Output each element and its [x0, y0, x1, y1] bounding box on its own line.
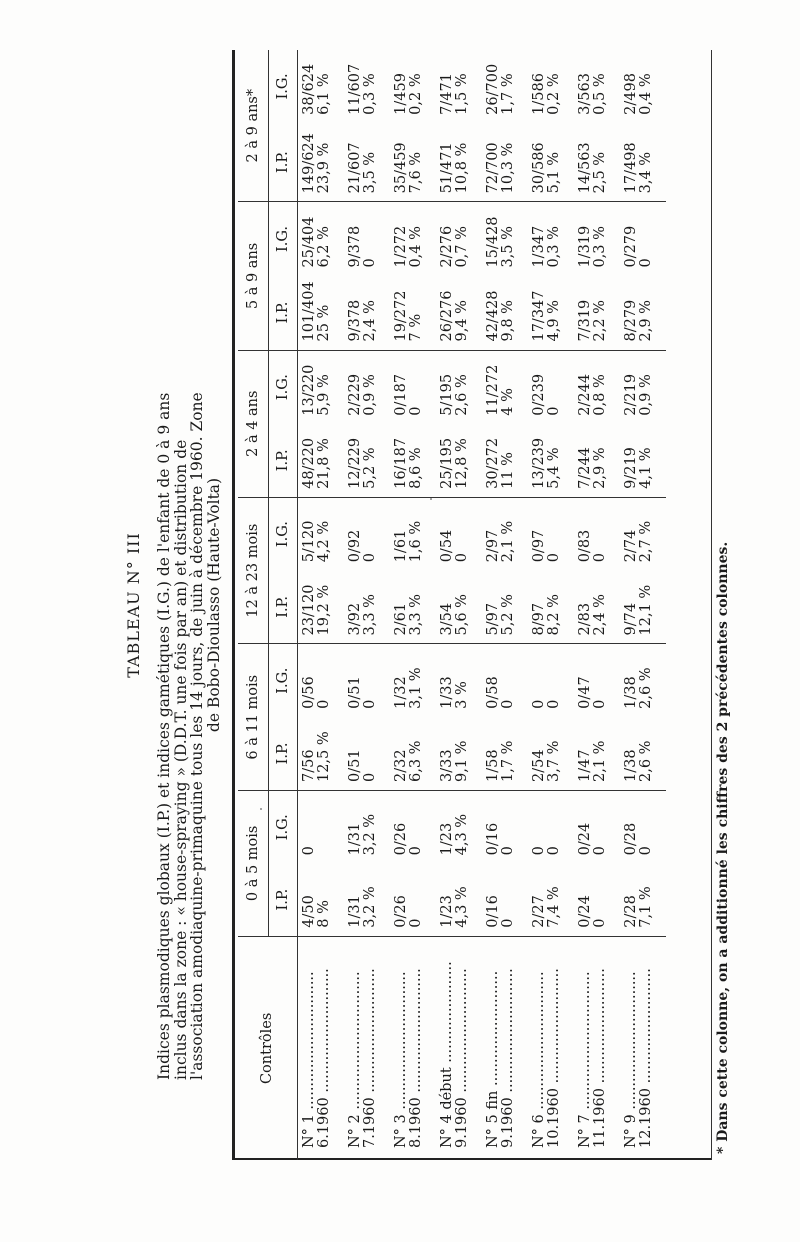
table-cell: 23/120 19,2 % [301, 584, 332, 636]
table-cell: 8/279 2,9 % [623, 299, 654, 342]
table-cell: 2/61 3,3 % [393, 594, 424, 636]
table-cell: 0/51 0 [344, 644, 390, 717]
control-label: N° 3 .............................. 8.1960 ........................... [390, 936, 436, 1160]
table-cell: 3/92 3,3 % [347, 594, 378, 636]
subheader-ig: I.G. [269, 202, 298, 276]
table-cell: 0/54 0 [436, 497, 482, 570]
table-cell: 101/404 25 % [301, 281, 332, 342]
table-cell: 2/97 2,1 % [482, 497, 528, 570]
table-cell: 16/187 8,6 % [393, 437, 424, 489]
table-cell: 15/428 3,5 % [482, 202, 528, 276]
table-row [620, 50, 666, 1160]
table-cell: 9/74 12,1 % [623, 584, 654, 636]
table-cell: 1/459 0,2 % [393, 73, 424, 115]
table-cell: 2/229 0,9 % [344, 350, 390, 424]
table-row [482, 50, 528, 1160]
table-cell: 2/219 0,9 % [620, 350, 666, 424]
table-row [344, 50, 390, 1160]
scan-speck [260, 808, 262, 810]
table-cell: 13/239 5,4 % [531, 437, 562, 489]
table-cell: 30/586 5,1 % [531, 142, 562, 194]
table-cell: 11/272 4 % [482, 350, 528, 424]
table-cell: 1/32 3,1 % [390, 644, 436, 717]
table-title: TABLEAU N° III [124, 532, 143, 678]
controls-header: Contrôles [238, 936, 298, 1160]
caption-line: l'association amodiaquine-primaquine tous les 14 jours, de juin à décembre 1960. Zone [188, 392, 206, 1080]
table-cell: 7/471 1,5 % [439, 73, 470, 115]
control-label: N° 1 .............................. 6.1960 ........................... [298, 936, 345, 1160]
group-header: 6 à 11 mois [238, 644, 269, 791]
table-top-rule [232, 50, 235, 1160]
table-cell: 25/404 6,2 % [298, 202, 345, 276]
table-cell: 48/220 21,8 % [301, 437, 332, 489]
subheader-ip: I.P. [269, 424, 298, 498]
table-row [298, 50, 345, 1160]
table-cell: 30/272 11 % [485, 437, 516, 489]
caption-line: inclus dans la zone : « house-spraying » (D.D.T. une fois par an) et distribution de [171, 439, 190, 1080]
table-bottom-rule [711, 50, 712, 1160]
table-cell: 2/32 6,3 % [393, 740, 424, 783]
table-cell: 5/97 5,2 % [485, 594, 516, 636]
table-cell: 3/33 9,1 % [439, 740, 470, 783]
table-row [390, 50, 436, 1160]
subheader-ip: I.P. [269, 123, 298, 202]
table-cell: 11/607 0,3 % [347, 63, 378, 115]
table-cell: 1/31 3,2 % [344, 791, 390, 864]
table-cell: 0 0 [528, 644, 574, 717]
table-cell: 9/378 0 [344, 202, 390, 276]
table-cell: 0/56 0 [298, 644, 345, 717]
subheader-ip: I.P. [269, 570, 298, 644]
table-cell: 0/47 0 [574, 644, 620, 717]
table-cell: 1/33 3 % [436, 644, 482, 717]
table-cell: 19/272 7 % [393, 290, 424, 342]
group-header-row [238, 50, 269, 1160]
table-row [528, 50, 574, 1160]
table-cell: 2/74 2,7 % [620, 497, 666, 570]
table-cell: 4/50 8 % [301, 895, 332, 928]
table-cell: 9/378 2,4 % [347, 299, 378, 342]
table-cell: 149/624 23,9 % [301, 133, 332, 194]
table-cell: 9/219 4,1 % [623, 447, 654, 489]
table-cell: 7/56 12,5 % [301, 731, 332, 783]
table-cell: 26/276 9,4 % [439, 290, 470, 342]
control-label: N° 6 .............................. 10.1960 ......................... [528, 936, 574, 1160]
table-cell: 0/26 0 [393, 895, 424, 928]
table-cell: 13/220 5,9 % [298, 350, 345, 424]
table-row [436, 50, 482, 1160]
group-header: 0 à 5 mois [238, 791, 269, 937]
table-cell: 5/120 4,2 % [298, 497, 345, 570]
group-header: 2 à 4 ans [238, 350, 269, 497]
group-header: 12 à 23 mois [238, 497, 269, 644]
subheader-ip: I.P. [269, 863, 298, 936]
subheader-ig: I.G. [269, 350, 298, 424]
table-cell: 1/23 4,3 % [436, 791, 482, 864]
table-cell: 17/347 4,9 % [531, 290, 562, 342]
table-cell: 0 [298, 791, 345, 864]
subheader-ig: I.G. [269, 50, 298, 123]
table-cell: 3/563 0,5 % [577, 73, 608, 115]
table-cell: 1/319 0,3 % [574, 202, 620, 276]
table-cell: 2/498 0,4 % [623, 73, 654, 115]
control-label: N° 2 .............................. 7.1960 ........................... [344, 936, 390, 1160]
footnote: * Dans cette colonne, on a additionné les chiffres des 2 précédentes colonnes. [715, 541, 731, 1154]
table-cell: 0/83 0 [574, 497, 620, 570]
table-cell: 0 0 [528, 791, 574, 864]
table-cell: 1/272 0,4 % [390, 202, 436, 276]
table-cell: 1/23 4,3 % [439, 886, 470, 928]
table-cell: 1/47 2,1 % [577, 740, 608, 783]
table-cell: 35/459 7,6 % [393, 142, 424, 194]
subheader-ig: I.G. [269, 644, 298, 717]
subheader-ip: I.P. [269, 276, 298, 350]
control-label: N° 9 .............................. 12.1960 ......................... [620, 936, 666, 1160]
table-body [298, 50, 667, 1160]
table-cell: 14/563 2,5 % [577, 142, 608, 194]
table-cell: 1/38 2,6 % [620, 644, 666, 717]
table-cell: 2/83 2,4 % [577, 594, 608, 636]
table-cell: 1/347 0,3 % [528, 202, 574, 276]
caption-line: de Bobo-Dioulasso (Haute-Volta) [204, 477, 223, 733]
table-cell: 5/195 2,6 % [436, 350, 482, 424]
table-cell: 2/54 3,7 % [531, 740, 562, 783]
table-cell: 26/700 1,7 % [485, 63, 516, 115]
table-cell: 2/276 0,7 % [436, 202, 482, 276]
control-label: N° 4 début ...................... 9.1960 ........................... [436, 936, 482, 1160]
table-cell: 0/239 0 [528, 350, 574, 424]
table-cell: 0/97 0 [528, 497, 574, 570]
table-cell: 12/229 5,2 % [347, 437, 378, 489]
table-cell: 72/700 10,3 % [485, 142, 516, 194]
table-cell: 3/54 5,6 % [439, 594, 470, 636]
table-cell: 8/97 8,2 % [531, 594, 562, 636]
table-cell: 17/498 3,4 % [623, 142, 654, 194]
table-cell: 1/58 1,7 % [485, 740, 516, 783]
group-header: 2 à 9 ans* [238, 50, 269, 202]
table-cell: 25/195 12,8 % [439, 437, 470, 489]
table-cell: 1/31 3,2 % [347, 886, 378, 928]
table-caption [156, 130, 222, 1080]
results-table [238, 50, 666, 1160]
control-label: N° 7 .............................. 11.1960 ......................... [574, 936, 620, 1160]
table-cell: 0/58 0 [482, 644, 528, 717]
table-cell: 0/279 0 [620, 202, 666, 276]
table-cell: 0/187 0 [390, 350, 436, 424]
table-cell: 0/24 0 [577, 895, 608, 928]
table-cell: 0/28 0 [620, 791, 666, 864]
table-cell: 0/26 0 [390, 791, 436, 864]
scan-speck [430, 498, 432, 500]
table-cell: 38/624 6,1 % [301, 63, 332, 115]
control-label: N° 5 fin ......................... 9.1960 ........................... [482, 936, 528, 1160]
table-cell: 51/471 10,8 % [439, 142, 470, 194]
subheader-ig: I.G. [269, 497, 298, 570]
table-cell: 2/28 7,1 % [623, 886, 654, 928]
table-cell: 7/319 2,2 % [577, 299, 608, 342]
subheader-ig: I.G. [269, 791, 298, 864]
table-cell: 1/38 2,6 % [623, 740, 654, 783]
table-cell: 2/27 7,4 % [531, 886, 562, 928]
group-header: 5 à 9 ans [238, 202, 269, 350]
table-cell: 0/51 0 [347, 749, 378, 783]
subheader-ip: I.P. [269, 717, 298, 791]
caption-line: Indices plasmodiques globaux (I.P.) et indices gamétiques (I.G.) de l'enfant de 0 à 9 ans [155, 392, 173, 1080]
table-cell: 2/244 0,8 % [574, 350, 620, 424]
table-cell: 21/607 3,5 % [347, 142, 378, 194]
table-cell: 0/24 0 [574, 791, 620, 864]
table-cell: 42/428 9,8 % [485, 290, 516, 342]
table-cell: 0/92 0 [344, 497, 390, 570]
table-cell: 0/16 0 [485, 895, 516, 928]
table-cell: 7/244 2,9 % [577, 447, 608, 489]
table-cell: 1/61 1,6 % [390, 497, 436, 570]
rotated-table-sheet [0, 20, 800, 1190]
table-row [574, 50, 620, 1160]
table-cell: 1/586 0,2 % [531, 73, 562, 115]
table-cell: 0/16 0 [482, 791, 528, 864]
